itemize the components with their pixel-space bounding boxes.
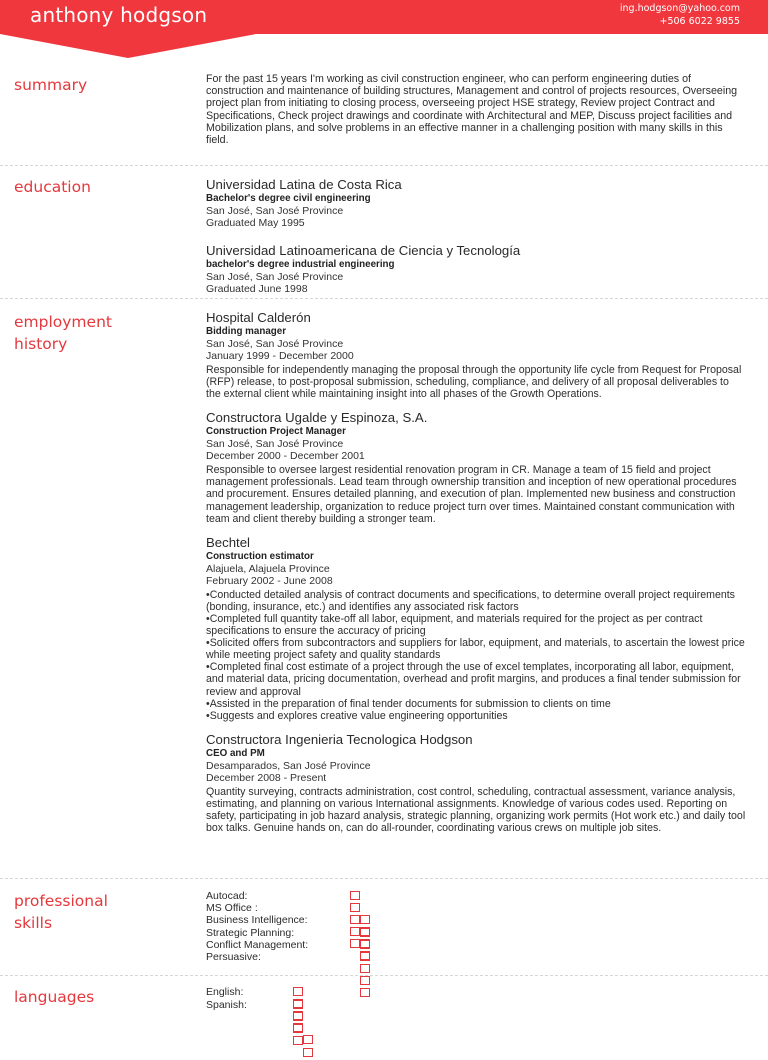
summary-heading: summary [14, 76, 88, 94]
rating-box [350, 891, 360, 900]
skills-heading [14, 890, 108, 934]
employment-heading [14, 311, 112, 355]
job-dates: December 2000 - December 2001 [206, 450, 365, 463]
job-entry [206, 732, 746, 834]
skills-heading-line2: skills [14, 914, 53, 932]
rating-box [293, 1024, 303, 1033]
job-title: Bidding manager [206, 326, 287, 337]
skills-heading-line1: professional [14, 892, 108, 910]
degree: Bachelor's degree civil engineering [206, 193, 371, 204]
rating-box [303, 1048, 313, 1057]
skill-rating [350, 891, 372, 901]
skill-label: Strategic Planning: [206, 926, 295, 939]
skill-label: Autocad: [206, 890, 248, 902]
employment-heading-line1: employment [14, 313, 112, 331]
languages-heading: languages [14, 988, 95, 1006]
job-dates: February 2002 - June 2008 [206, 574, 333, 587]
rating-box [360, 976, 370, 985]
job-bullet: •Completed final cost estimate of a project through the use of excel templates, incorporating all labor, equipment, and material data, pricing documentation, overhead and profit margins, and produces a final tender submission for review and approval [206, 661, 741, 698]
job-title: CEO and PM [206, 747, 265, 759]
job-description: Quantity surveying, contracts administration, cost control, scheduling, contractual assessment, variance analysis, estimating, and planning on various International assignments. Knowledge of various codes used. Reporting on safety, participating in job hazard analysis, strategic planning, organizing work permits (Hot work etc.) and daily tool box talks. Genuine hands on, can do all-rounder, coordinating various crews on multiple job sites. [206, 785, 746, 835]
divider [0, 878, 768, 879]
rating-box [293, 987, 303, 996]
rating-box [360, 915, 370, 924]
rating-box [350, 903, 360, 912]
skill-label: Business Intelligence: [206, 914, 308, 927]
job-bullet: •Suggests and explores creative value engineering opportunities [206, 709, 508, 722]
language-label: Spanish: [206, 999, 247, 1011]
rating-box [360, 964, 370, 973]
skill-label: MS Office : [206, 902, 258, 915]
rating-box [293, 1036, 303, 1045]
degree: bachelor's degree industrial engineering [206, 259, 395, 270]
skill-rating [360, 952, 382, 962]
school-location: San José, San José Province [206, 271, 344, 283]
rating-box [293, 1000, 303, 1009]
skill-rating [350, 903, 372, 913]
skill-rating [360, 928, 382, 938]
job-dates: January 1999 - December 2000 [206, 350, 354, 362]
skill-label: Persuasive: [206, 951, 261, 963]
header-tab-shape [0, 34, 256, 58]
education-list [206, 177, 746, 305]
job-bullet: •Solicited offers from subcontractors and suppliers for labor, equipment, and materials, to ascertain the lowest price while meeting project safety and quality standards [206, 637, 745, 662]
job-bullets [206, 589, 746, 722]
job-entry [206, 410, 746, 524]
language-rating [293, 987, 325, 997]
skill-rating [360, 940, 382, 950]
company-name: Constructora Ugalde y Espinoza, S.A. [206, 410, 428, 426]
job-entry [206, 310, 746, 400]
company-name: Bechtel [206, 534, 250, 550]
job-dates: December 2008 - Present [206, 771, 327, 784]
job-location: San José, San José Province [206, 338, 344, 350]
job-location: Alajuela, Alajuela Province [206, 562, 330, 575]
language-label: English: [206, 986, 244, 998]
divider [0, 975, 768, 976]
rating-box [360, 988, 370, 997]
graduation-date: Graduated June 1998 [206, 283, 308, 295]
job-description: Responsible to oversee largest residential renovation program in CR. Manage a team of 15 field and project management professionals. Lead team through ownership transition and inception of new operational procedures and procurement. Ensures detailed planning, and execution of plan. Implemented new business and construction management leadership, organization to reduce project turn over times. Maintained constant communication with team and client thereby building a stronger team. [206, 464, 737, 525]
language-rating [293, 1000, 325, 1010]
rating-box [360, 940, 370, 949]
job-description: Responsible for independently managing the proposal through the opportunity life cycle from Request for Proposal (RFP) release, to post-proposal submission, scheduling, compliance, and delivery of all proposal deliverables to the external client while maintaining insight into all phases of the Growth Operations. [206, 364, 742, 401]
skill-rating [360, 915, 382, 925]
company-name: Hospital Calderón [206, 310, 311, 325]
header-bar [0, 0, 768, 34]
rating-box [350, 939, 360, 948]
job-bullet: •Conducted detailed analysis of contract documents and specifications, to determine overall project requirements (bonding, insurance, etc.) and identifies any associated risk factors [206, 588, 735, 613]
summary-text: For the past 15 years I'm working as civil construction engineer, who can perform engineering duties of construction and maintenance of building structures, Management and control of projects resources, Overseeing project plan from initiating to closing process, overseeing project HSE strategy, Review project Contract and Specifications, Check project drawings and coordinate with Architectural and MEP, Discuss project facilities and Mobilization plans, and solve problems in an effective manner in a challenging position with many skills in this field. [206, 73, 738, 147]
education-entry [206, 177, 746, 229]
job-location: Desamparados, San José Province [206, 759, 371, 772]
email-text: ing.hodgson@yahoo.com [619, 3, 740, 14]
job-title: Construction Project Manager [206, 426, 346, 438]
education-heading: education [14, 178, 91, 196]
job-entry [206, 535, 746, 722]
employment-list [206, 310, 746, 844]
job-title: Construction estimator [206, 550, 314, 562]
divider [0, 165, 768, 166]
school-name: Universidad Latina de Costa Rica [206, 177, 402, 192]
phone-text: +506 6022 9855 [659, 15, 740, 27]
employment-heading-line2: history [14, 335, 68, 353]
school-name: Universidad Latinoamericana de Ciencia y Tecnología [206, 243, 521, 258]
company-name: Constructora Ingenieria Tecnologica Hodgson [206, 731, 473, 747]
rating-box [350, 915, 360, 924]
rating-box [360, 952, 370, 961]
school-location: San José, San José Province [206, 205, 344, 217]
rating-box [360, 928, 370, 937]
rating-box [350, 927, 360, 936]
rating-box [293, 1012, 303, 1021]
contact-block [620, 3, 740, 28]
education-entry [206, 243, 746, 295]
job-bullet: •Assisted in the preparation of final tender documents for submission to clients on time [206, 697, 611, 710]
skill-label: Conflict Management: [206, 938, 309, 951]
divider [0, 298, 768, 299]
graduation-date: Graduated May 1995 [206, 217, 305, 229]
job-bullet: •Completed full quantity take-off all labor, equipment, and materials required for the project as per contract specifications to ensure the accuracy of pricing [206, 612, 703, 638]
header-tab [0, 34, 256, 58]
job-location: San José, San José Province [206, 438, 344, 451]
person-name: anthony hodgson [30, 3, 208, 27]
